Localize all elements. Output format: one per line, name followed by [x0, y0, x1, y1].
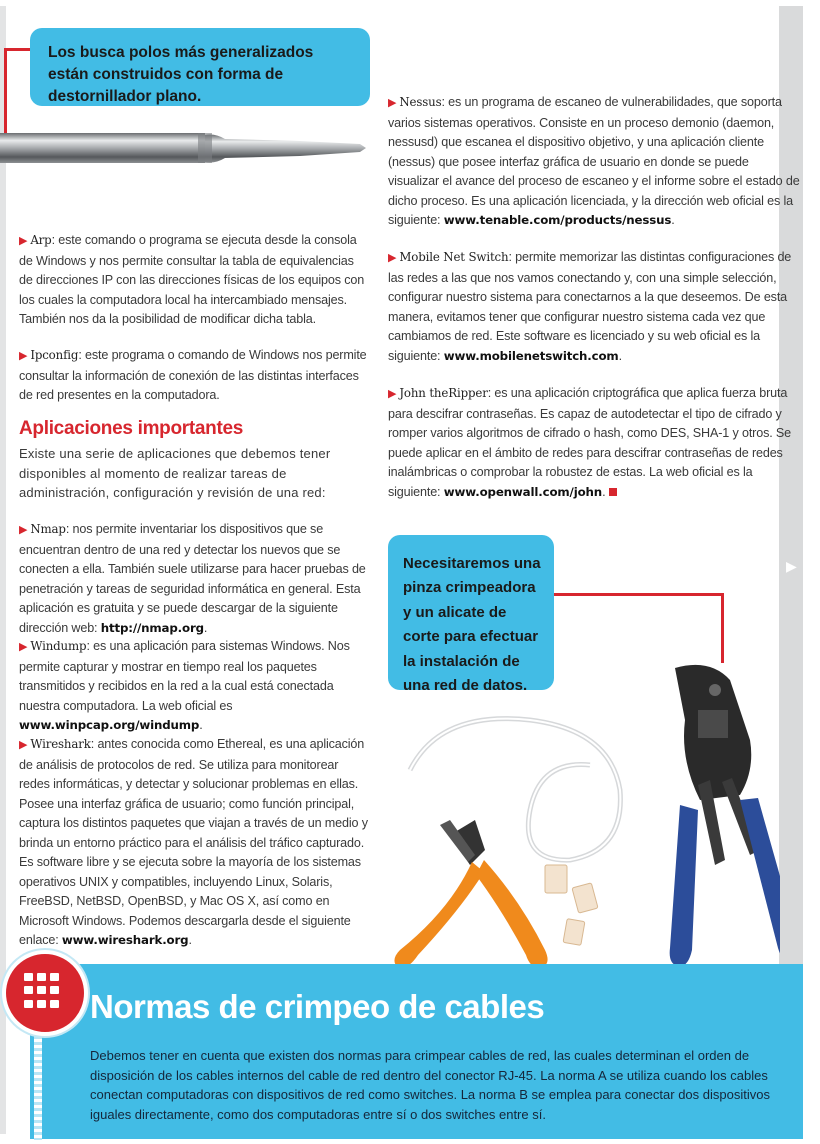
entry-period: .: [188, 933, 192, 947]
binding-spiral: [34, 1030, 42, 1140]
triangle-bullet-icon: ▶: [388, 252, 397, 264]
entry-period: .: [602, 484, 606, 499]
mobile-net-switch-entry: [388, 248, 793, 366]
entry-text: : este programa o comando de Windows nos permite consultar la información de conexión de las distintas interfaces de red presentes en la computadora.: [19, 348, 367, 402]
john-the-ripper-entry: [388, 384, 800, 502]
entry-term: Mobile Net Switch: [399, 250, 509, 264]
nessus-link[interactable]: www.tenable.com/products/nessus: [443, 213, 672, 227]
callout-connector: [554, 593, 724, 596]
banner-title: Normas de crimpeo de cables: [90, 988, 545, 1025]
windump-link[interactable]: www.winpcap.org/windump: [19, 718, 200, 732]
entry-period: .: [203, 620, 208, 635]
nav-arrow-right-icon[interactable]: ▶: [786, 558, 797, 574]
entry-text: : es un programa de escaneo de vulnerabilidades, que soporta varios sistemas operativos. Consiste en un proceso demonio (daemon, nessusd) que escanea el dispositivo objetivo, y una aplicación cliente (nessus) que posee interfaz gráfica de usuario en donde se puede visualizar el avance del proceso de escaneo y el informe sobre el estado de dicho proceso. Es una aplicación licenciada, y la dirección web oficial es la siguiente:: [388, 95, 800, 227]
end-square-icon: [609, 488, 617, 496]
section-intro: Existe una serie de aplicaciones que debemos tener disponibles al momento de realizar tareas de administración, configuración y revisión de una red:: [19, 446, 331, 500]
triangle-bullet-icon: ▶: [19, 524, 28, 536]
triangle-bullet-icon: ▶: [388, 388, 397, 400]
wireshark-entry: [19, 735, 369, 951]
ipconfig-entry: [19, 346, 369, 406]
crimping-tools-image: [380, 650, 780, 980]
entry-term: Windump: [30, 639, 87, 653]
entry-term: Nessus: [399, 95, 442, 109]
callout-connector: [4, 48, 32, 51]
banner-text: Debemos tener en cuenta que existen dos normas para crimpear cables de red, las cuales determinan el orden de disposición de los cables internos del cable de red dentro del conector RJ-45. La norma A se utiliza cuando los cables conectan computadoras con dispositivos de red como switches. La norma B se emplea para conectar dos dispositivos iguales directamente, como dos computadoras entre sí o dos switches entre sí.: [90, 1048, 770, 1122]
section-title: Aplicaciones importantes: [19, 418, 244, 439]
entry-text: : es una aplicación para sistemas Windows. Nos permite capturar y mostrar en tiempo real los paquetes transmitidos y recibidos en la red a la cual está conectada nuestra computadora. La web oficial es: [19, 639, 350, 713]
openwall-link[interactable]: www.openwall.com/john: [443, 484, 603, 499]
nessus-entry: [388, 93, 800, 231]
wireshark-link[interactable]: www.wireshark.org: [61, 933, 189, 947]
entry-period: .: [618, 348, 622, 363]
entry-text: : este comando o programa se ejecuta desde la consola de Windows y nos permite consultar la tabla de equivalencias de direcciones IP con las direcciones físicas de los equipos con los cuales la computadora local ha intercambiado mensajes. También nos da la posibilidad de modificar dicha tabla.: [19, 233, 365, 326]
entry-period: .: [671, 213, 675, 227]
entry-term: John theRipper: [399, 386, 488, 400]
entry-term: Wireshark: [30, 737, 91, 751]
grid-badge-icon: [24, 973, 64, 1009]
triangle-bullet-icon: ▶: [388, 97, 397, 109]
entry-text: : antes conocida como Ethereal, es una aplicación de análisis de protocolos de red. Se utiliza para monitorear redes informáticas, y detectar y solucionar problemas en ellas. Posee una interfaz gráfica de usuario; como función principal, captura los distintos paquetes que viajan a través de un medio y brinda un entorno práctico para el análisis del tráfico capturado. Es software libre y se ejecuta sobre la mayoría de los sistemas operativos UNIX y compatibles, incluyendo Linux, Solaris, FreeBSD, NetBSD, OpenBSD, y Mac OS X, así como en Microsoft Windows. Podemos descargarla desde el siguiente enlace:: [19, 737, 368, 947]
nmap-entry: [19, 520, 371, 638]
entry-text: : permite memorizar las distintas configuraciones de las redes a las que nos vamos conectando y, con una simple selección, configurar nuestro sistema para conectarnos a la que deseemos. De esta manera, evitamos tener que configurar nuestro sistema cada vez que cambiamos de red. Este software es licenciado y su web oficial es la siguiente:: [388, 250, 792, 363]
screwdriver-callout: [30, 28, 370, 106]
nmap-link[interactable]: http://nmap.org: [100, 620, 204, 635]
triangle-bullet-icon: ▶: [19, 739, 28, 751]
triangle-bullet-icon: ▶: [19, 641, 28, 653]
entry-text: : nos permite inventariar los dispositivos que se encuentran dentro de una red y detectar los nuevos que se conecten a ella. También suele utilizarse para hacer pruebas de penetración y tareas de seguridad informática en general. Esta aplicación es gratuita y se puede descargar de la siguiente dirección web:: [19, 522, 366, 635]
triangle-bullet-icon: ▶: [19, 350, 28, 362]
callout-text: Los busca polos más generalizados están construidos con forma de destornillador plano.: [48, 44, 314, 105]
nav-arrow-left-icon[interactable]: ◀: [10, 558, 21, 574]
callout-text: Necesitaremos una pinza crimpeadora y un alicate de corte para efectuar la instalación de una red de datos.: [403, 555, 541, 695]
windump-entry: [19, 637, 371, 736]
entry-period: .: [199, 718, 203, 732]
entry-term: Arp: [30, 233, 52, 247]
arp-entry: [19, 231, 369, 330]
triangle-bullet-icon: ▶: [19, 235, 28, 247]
entry-term: Ipconfig: [30, 348, 79, 362]
entry-term: Nmap: [30, 522, 66, 536]
page-left-edge: [0, 6, 6, 1134]
entry-text: : es una aplicación criptográfica que aplica fuerza bruta para descifrar contraseñas. Es capaz de autodetectar el tipo de cifrado y romper varios algoritmos de cifrado o hash, como DES, SHA-1 y otros. Se puede aplicar en el ámbito de redes para descifrar contraseñas de redes inalámbricas o comprobar la robustez de estas. La web oficial es la siguiente:: [388, 386, 792, 499]
screwdriver-image: [0, 125, 368, 175]
mobilenetswitch-link[interactable]: www.mobilenetswitch.com: [443, 348, 619, 363]
